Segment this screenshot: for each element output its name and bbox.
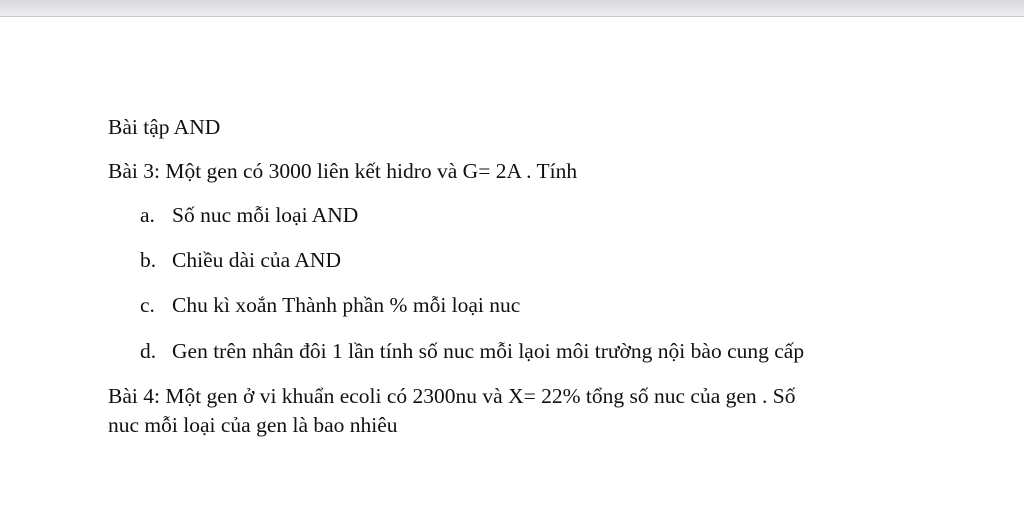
exercise-4-line-2: nuc mỗi loại của gen là bao nhiêu (108, 413, 398, 437)
document-page (0, 17, 1024, 519)
list-marker: d. (140, 339, 157, 363)
list-marker: c. (140, 293, 155, 317)
exercise-4-line-1: Bài 4: Một gen ở vi khuẩn ecoli có 2300nu và X= 22% tổng số nuc của gen . Số (108, 384, 796, 408)
exercise-3-text: Bài 3: Một gen có 3000 liên kết hidro và G= 2A . Tính (108, 159, 578, 183)
list-marker: a. (140, 203, 155, 227)
list-item-text: Số nuc mỗi loại AND (172, 203, 359, 227)
list-item-text: Chiều dài của AND (172, 248, 341, 272)
list-item-text: Chu kì xoắn Thành phần % mỗi loại nuc (172, 293, 521, 317)
document-heading: Bài tập AND (108, 115, 221, 139)
list-marker: b. (140, 248, 157, 272)
list-item-text: Gen trên nhân đôi 1 lần tính số nuc mỗi lạoi môi trường nội bào cung cấp (172, 339, 805, 363)
window-top-bar (0, 0, 1024, 17)
